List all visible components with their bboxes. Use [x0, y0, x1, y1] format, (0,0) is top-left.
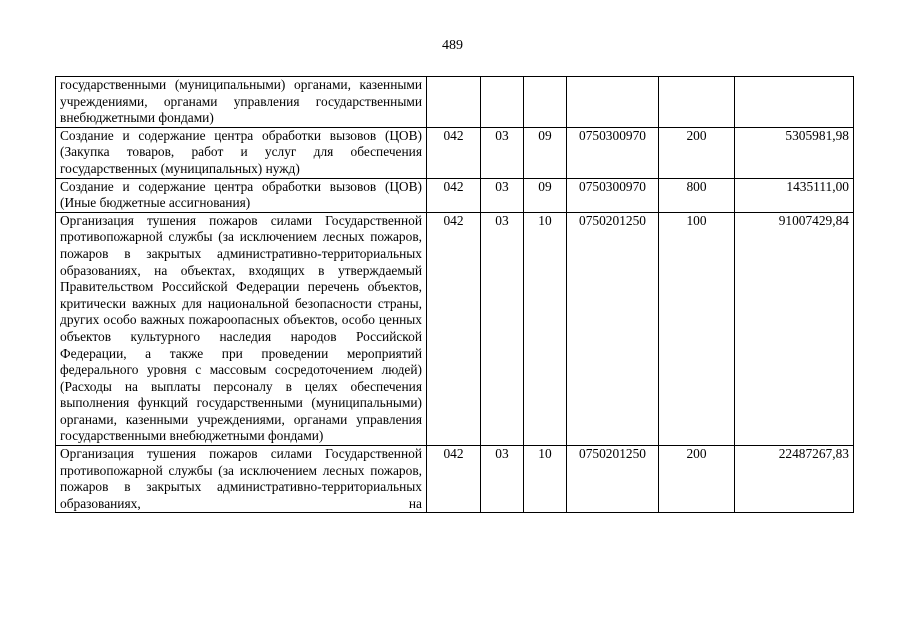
subsection-code: 09 — [524, 178, 567, 212]
target-code: 0750300970 — [567, 127, 659, 178]
page-number: 489 — [442, 38, 463, 53]
subsection-code: 10 — [524, 446, 567, 513]
section-code: 03 — [481, 212, 524, 445]
table-row — [56, 212, 854, 445]
amount — [735, 77, 854, 128]
target-code: 0750201250 — [567, 446, 659, 513]
expense-type-code: 200 — [659, 446, 735, 513]
expense-type-code — [659, 77, 735, 128]
ministry-code: 042 — [427, 127, 481, 178]
amount: 1435111,00 — [735, 178, 854, 212]
section-code: 03 — [481, 127, 524, 178]
amount: 5305981,98 — [735, 127, 854, 178]
table-row — [56, 178, 854, 212]
table-row — [56, 446, 854, 513]
expense-type-code: 200 — [659, 127, 735, 178]
row-description: государственными (муниципальными) органами, казенными учреждениями, органами управления государственными внебюджетными фондами) — [56, 77, 427, 128]
row-description: Организация тушения пожаров силами Государственной противопожарной службы (за исключением лесных пожаров, пожаров в закрытых административно-территориальных образованиях, на объектах, входящих в утверждаемый Правительством Российской Федерации перечень объектов, критически важных для национальной безопасности страны, других особо важных пожароопасных объектов, особо ценных объектов культурного наследия народов Российской Федерации, а также при проведении мероприятий федерального уровня с массовым сосредоточением людей) (Расходы на выплаты персоналу в целях обеспечения выполнения функций государственными (муниципальными) органами, казенными учреждениями, органами управления государственными внебюджетными фондами) — [56, 212, 427, 445]
expense-type-code: 100 — [659, 212, 735, 445]
subsection-code: 10 — [524, 212, 567, 445]
ministry-code: 042 — [427, 178, 481, 212]
target-code: 0750300970 — [567, 178, 659, 212]
subsection-code — [524, 77, 567, 128]
ministry-code: 042 — [427, 212, 481, 445]
subsection-code: 09 — [524, 127, 567, 178]
row-description: Организация тушения пожаров силами Государственной противопожарной службы (за исключением лесных пожаров, пожаров в закрытых административно-территориальных образованиях, на — [56, 446, 427, 513]
ministry-code — [427, 77, 481, 128]
target-code: 0750201250 — [567, 212, 659, 445]
section-code: 03 — [481, 178, 524, 212]
target-code — [567, 77, 659, 128]
row-description: Создание и содержание центра обработки вызовов (ЦОВ) (Иные бюджетные ассигнования) — [56, 178, 427, 212]
section-code: 03 — [481, 446, 524, 513]
section-code — [481, 77, 524, 128]
expense-type-code: 800 — [659, 178, 735, 212]
amount: 22487267,83 — [735, 446, 854, 513]
row-description: Создание и содержание центра обработки вызовов (ЦОВ) (Закупка товаров, работ и услуг для обеспечения государственных (муниципальных) нужд) — [56, 127, 427, 178]
budget-table — [55, 76, 854, 513]
ministry-code: 042 — [427, 446, 481, 513]
table-row — [56, 127, 854, 178]
amount: 91007429,84 — [735, 212, 854, 445]
table-row — [56, 77, 854, 128]
